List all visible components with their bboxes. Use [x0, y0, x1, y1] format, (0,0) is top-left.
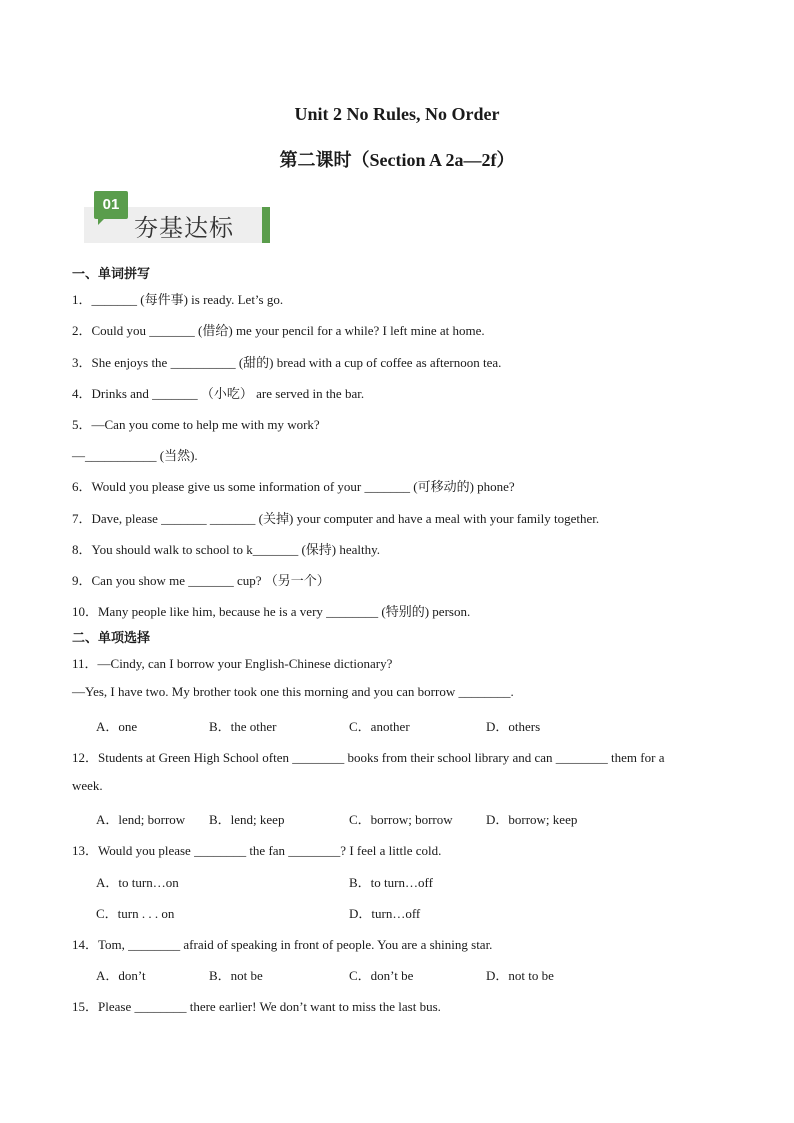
option-b[interactable]: B．lend; keep [209, 812, 285, 827]
option-a[interactable]: A．one [96, 719, 138, 734]
option-c[interactable]: C．borrow; borrow [349, 812, 453, 827]
question-text: 14．Tom, ________ afraid of speaking in front of people. You are a shining star. [72, 937, 493, 952]
option-d[interactable]: D．not to be [486, 968, 554, 983]
option-d[interactable]: D．borrow; keep [486, 812, 578, 827]
spelling-item: 5．—Can you come to help me with my work? [72, 417, 320, 432]
question-text: week. [72, 778, 103, 793]
spelling-item: 10．Many people like him, because he is a very ________ (特别的) person. [72, 604, 471, 619]
option-c[interactable]: C．don’t be [349, 968, 414, 983]
option-a[interactable]: A．to turn…on [96, 875, 179, 890]
spelling-item: 7．Dave, please _______ _______ (关掉) your computer and have a meal with your family together. [72, 511, 600, 526]
question-text: 15．Please ________ there earlier! We don’t want to miss the last bus. [72, 999, 441, 1014]
spelling-item: 4．Drinks and _______ （小吃） are served in the bar. [72, 386, 365, 401]
question-text: 12．Students at Green High School often ________ books from their school library and can ________ them for a [72, 750, 665, 765]
option-b[interactable]: B．to turn…off [349, 875, 433, 890]
badge-tail-icon [98, 219, 104, 225]
banner-label: 夯基达标 [134, 214, 234, 242]
page-title: Unit 2 No Rules, No Order [294, 104, 500, 124]
spelling-item: 1．_______ (每件事) is ready. Let’s go. [72, 292, 284, 307]
question-text: —Yes, I have two. My brother took one this morning and you can borrow ________. [72, 684, 514, 699]
option-a[interactable]: A．lend; borrow [96, 812, 186, 827]
option-c[interactable]: C．another [349, 719, 410, 734]
section-banner [84, 191, 272, 243]
option-c[interactable]: C．turn . . . on [96, 906, 175, 921]
spelling-item: 3．She enjoys the __________ (甜的) bread with a cup of coffee as afternoon tea. [72, 355, 502, 370]
spelling-item: 6．Would you please give us some information of your _______ (可移动的) phone? [72, 479, 515, 494]
option-a[interactable]: A．don’t [96, 968, 146, 983]
spelling-item: 9．Can you show me _______ cup? （另一个） [72, 573, 330, 588]
option-d[interactable]: D．turn…off [349, 906, 421, 921]
banner-badge: 01 [94, 191, 128, 219]
section-heading-choice: 二、单项选择 [72, 631, 151, 646]
spelling-item: 8．You should walk to school to k_______ (保持) healthy. [72, 542, 381, 557]
spelling-item: 2．Could you _______ (借给) me your pencil for a while? I left mine at home. [72, 323, 485, 338]
spelling-item: —___________ (当然). [72, 448, 198, 463]
banner-accent-bar [262, 207, 270, 243]
question-text: 13．Would you please ________ the fan ________? I feel a little cold. [72, 843, 442, 858]
option-d[interactable]: D．others [486, 719, 541, 734]
page-subtitle: 第二课时（Section A 2a—2f） [279, 150, 515, 170]
question-text: 11．—Cindy, can I borrow your English-Chinese dictionary? [72, 656, 393, 671]
option-b[interactable]: B．not be [209, 968, 263, 983]
option-b[interactable]: B．the other [209, 719, 277, 734]
section-heading-spelling: 一、单词拼写 [72, 267, 151, 282]
